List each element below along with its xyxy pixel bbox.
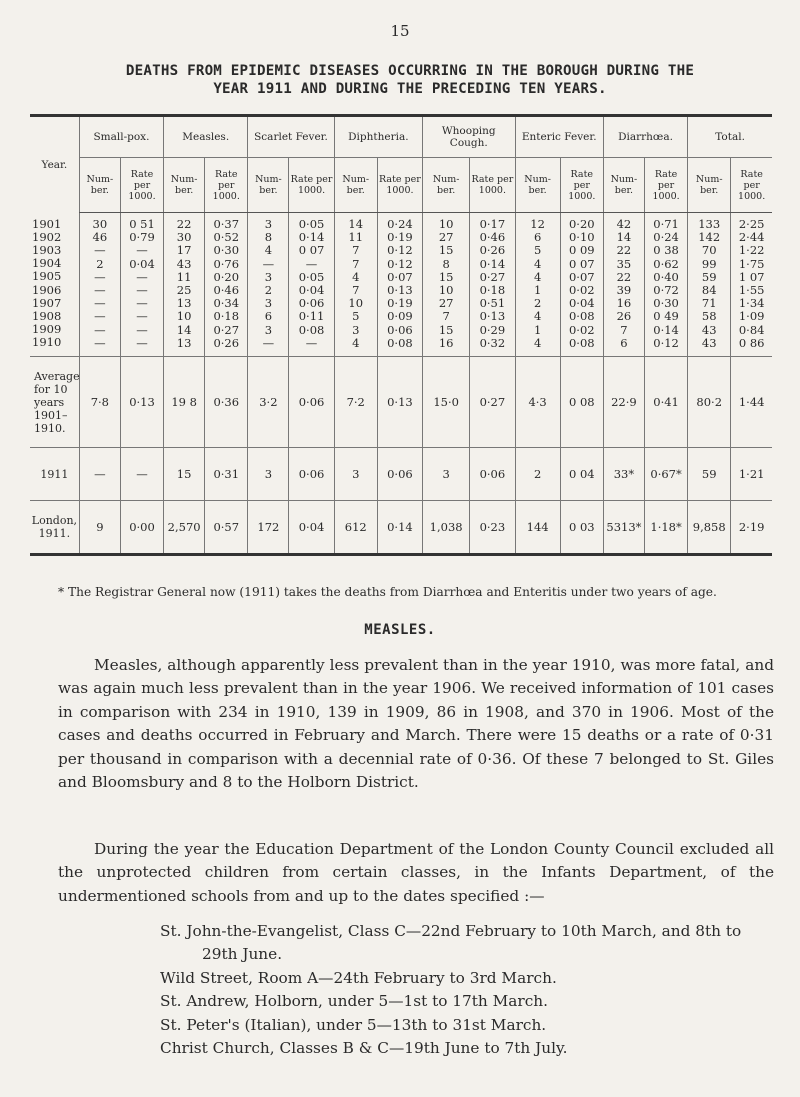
num-header: Num- ber. (603, 158, 644, 213)
data-column-cell (334, 213, 377, 357)
table-cell: — (94, 243, 106, 258)
table-cell: — (94, 269, 106, 284)
row-label: Average for 10 years 1901– 1910. (30, 357, 79, 448)
table-cell: — (120, 448, 163, 501)
table-cell: 6 (533, 230, 542, 245)
table-cell: 0·12 (387, 243, 413, 258)
table-cell: 22·9 (603, 357, 644, 448)
school-item: St. Peter's (Italian), under 5—13th to 31st March. (160, 1015, 547, 1034)
table-cell: 26 (616, 309, 632, 324)
table-cell: 0·84 (738, 322, 765, 337)
table-cell: 70 (701, 243, 717, 258)
table-cell: 0·23 (470, 501, 515, 555)
table-cell: 1·21 (731, 448, 772, 501)
table-cell: 10 (348, 296, 364, 311)
table-cell: — (305, 335, 318, 350)
table-row (30, 213, 772, 357)
table-cell: 0·76 (213, 256, 240, 271)
year-label: 1904 (32, 256, 62, 271)
school-item: St. Andrew, Holborn, under 5—1st to 17th March. (160, 992, 549, 1011)
table-cell: 16 (438, 335, 454, 350)
table-cell: 2·19 (731, 501, 772, 555)
table-cell: 0·10 (568, 230, 595, 245)
table-cell: 2·44 (738, 230, 765, 245)
table-cell: 10 (438, 217, 454, 231)
table-cell: 0·52 (213, 230, 240, 245)
page-title (50, 62, 770, 98)
data-column-cell (377, 213, 422, 357)
table-cell: 9,858 (688, 501, 731, 555)
rate-header: Rate per 1000. (120, 158, 163, 213)
data-column-cell (423, 213, 470, 357)
table-cell: 1 (533, 322, 542, 337)
table-cell: 15 (438, 269, 454, 284)
table-cell: 17 (176, 243, 192, 258)
table-cell: 0 07 (298, 243, 325, 258)
data-column-cell (289, 213, 334, 357)
year-label: 1902 (32, 229, 62, 244)
table-cell: 22 (616, 269, 632, 284)
table-cell: 4 (533, 309, 542, 324)
table-cell: 1·22 (738, 243, 765, 258)
table-cell: — (94, 309, 106, 324)
table-body (30, 213, 772, 555)
data-column-cell (603, 213, 644, 357)
table-cell: 0 04 (560, 448, 603, 501)
school-item: Christ Church, Classes B & C—19th June to 7th July. (160, 1039, 568, 1058)
table-cell: 0·07 (387, 269, 413, 284)
table-cell: 0·46 (479, 230, 506, 245)
table-cell: 0·05 (298, 217, 325, 231)
table-cell: — (305, 256, 318, 271)
rate-header: Rate per 1000. (377, 158, 422, 213)
table-cell: 2 (515, 448, 560, 501)
table-cell: 3 (423, 448, 470, 501)
section-heading-measles: MEASLES. (364, 622, 436, 638)
table-cell: 0·79 (129, 230, 155, 245)
table-cell: 0·06 (377, 448, 422, 501)
table-cell: 0·30 (213, 243, 240, 258)
deaths-table-container (30, 114, 772, 556)
disease-header: Scarlet Fever. (248, 116, 334, 158)
table-cell: 0·29 (479, 322, 506, 337)
table-cell: 0·07 (568, 269, 595, 284)
table-cell: 22 (616, 243, 632, 258)
table-cell: 58 (701, 309, 717, 324)
school-item: Wild Street, Room A—24th February to 3rd March. (160, 968, 557, 987)
table-cell: 0 51 (129, 217, 155, 231)
table-cell: — (262, 256, 275, 271)
table-cell: 0·41 (644, 357, 687, 448)
table-cell: — (136, 322, 148, 337)
num-header: Num- ber. (164, 158, 205, 213)
table-cell: 3 (264, 296, 273, 311)
table-cell: 15·0 (423, 357, 470, 448)
table-cell: 0·13 (377, 357, 422, 448)
table-header-row (30, 116, 772, 158)
num-header: Num- ber. (515, 158, 560, 213)
disease-header: Diphtheria. (334, 116, 422, 158)
rate-header: Rate per 1000. (731, 158, 772, 213)
num-header: Num- ber. (248, 158, 289, 213)
disease-header: Enteric Fever. (515, 116, 603, 158)
table-cell: 0·04 (289, 501, 334, 555)
table-cell: 0·14 (298, 230, 325, 245)
table-cell: 0·06 (289, 357, 334, 448)
table-cell: 0·06 (470, 448, 515, 501)
rate-header: Rate per 1000. (560, 158, 603, 213)
year-label: 1907 (32, 295, 62, 310)
school-item: St. John-the-Evangelist, Class C—22nd February to 10th March, and 8th to 29th June. (160, 922, 742, 964)
table-cell: — (94, 322, 106, 337)
year-label: 1909 (32, 322, 62, 337)
table-cell: — (79, 448, 120, 501)
data-column-cell (731, 213, 772, 357)
table-cell: 0·04 (129, 256, 155, 271)
year-header: Year. (30, 116, 79, 213)
table-cell: 612 (334, 501, 377, 555)
table-cell: 0·72 (653, 283, 679, 298)
table-cell: 0·27 (213, 322, 240, 337)
table-cell: 0·27 (470, 357, 515, 448)
table-cell: 0·08 (568, 335, 595, 350)
table-cell: 0·11 (298, 309, 325, 324)
data-column-cell (120, 213, 163, 357)
table-cell: 10 (438, 283, 454, 298)
table-cell: 43 (176, 256, 192, 271)
table-cell: 4 (264, 243, 273, 258)
table-cell: 0·12 (653, 335, 679, 350)
table-cell: 0·17 (479, 217, 506, 231)
table-cell: 7 (352, 283, 360, 298)
table-cell: 6 (620, 335, 628, 350)
deaths-table (30, 114, 772, 556)
table-cell: 30 (92, 217, 108, 231)
table-row-1911 (30, 448, 772, 501)
table-cell: 0·27 (479, 269, 506, 284)
title-line-1: DEATHS FROM EPIDEMIC DISEASES OCCURRING IN THE BOROUGH DURING THE (125, 63, 695, 79)
table-cell: 0 09 (568, 243, 595, 258)
table-cell: 13 (176, 296, 192, 311)
schools-list (0, 920, 800, 1060)
disease-header: Whooping Cough. (423, 116, 515, 158)
table-cell: 15 (438, 322, 454, 337)
table-cell: 0·08 (568, 309, 595, 324)
table-cell: — (136, 309, 148, 324)
data-column-cell (205, 213, 248, 357)
rate-header: Rate per 1000. (644, 158, 687, 213)
table-cell: — (136, 335, 148, 350)
num-header: Num- ber. (688, 158, 731, 213)
table-cell: 59 (688, 448, 731, 501)
table-cell: — (136, 296, 148, 311)
table-cell: 2,570 (164, 501, 205, 555)
measles-paragraph-1: Measles, although apparently less prevalent than in the year 1910, was more fatal, and was again much less prevalent than in the year 1906. We received information of 101 cases in comparison with 234 in 1910, 139 in 1909, 86 in 1908, and 370 in 1906. Most of the cases and deaths occurred in February and March. There were 15 deaths or a rate of 0·31 per thousand in comparison with a decennial rate of 0·36. Of these 7 belonged to St. Giles and Bloomsbury and 8 to the Holborn District. (58, 656, 774, 792)
num-header: Num- ber. (423, 158, 470, 213)
table-cell: 8 (264, 230, 273, 245)
table-cell: 3 (334, 448, 377, 501)
table-cell: 33* (603, 448, 644, 501)
table-cell: 4 (352, 269, 360, 284)
table-cell: 0 07 (568, 256, 595, 271)
table-cell: 2 (96, 256, 104, 271)
table-cell: 0·18 (213, 309, 240, 324)
table-cell: 0·30 (653, 296, 679, 311)
table-cell: 0·13 (120, 357, 163, 448)
table-cell: 46 (92, 230, 108, 245)
table-cell: 0·14 (479, 256, 506, 271)
disease-header: Measles. (164, 116, 248, 158)
year-label: 1910 (32, 335, 62, 350)
data-column-cell (688, 213, 731, 357)
table-cell: 1·18* (644, 501, 687, 555)
table-cell: 0·34 (213, 296, 240, 311)
table-cell: 0·46 (213, 283, 240, 298)
table-cell: 25 (176, 283, 192, 298)
table-cell: 7 (620, 322, 628, 337)
table-cell: 0·09 (387, 309, 413, 324)
table-cell: 0·20 (568, 217, 595, 231)
table-cell: 2 (264, 283, 273, 298)
page-number: 15 (390, 22, 410, 40)
table-cell: 3·2 (248, 357, 289, 448)
table-cell: 0·36 (205, 357, 248, 448)
table-cell: 0·26 (479, 243, 506, 258)
table-cell: 0·24 (387, 217, 413, 231)
table-cell: 144 (515, 501, 560, 555)
table-cell: 0·31 (205, 448, 248, 501)
table-cell: 5313* (603, 501, 644, 555)
data-column-cell (644, 213, 687, 357)
year-label: 1901 (32, 216, 62, 231)
table-cell: 30 (176, 230, 192, 245)
table-cell: 0·13 (479, 309, 506, 324)
table-cell: 0·62 (653, 256, 679, 271)
table-cell: 4 (533, 256, 542, 271)
table-cell: 80·2 (688, 357, 731, 448)
table-cell: 0·06 (298, 296, 325, 311)
data-column-cell (515, 213, 560, 357)
table-cell: 43 (701, 322, 717, 337)
table-cell: 7·2 (334, 357, 377, 448)
table-cell: — (136, 283, 148, 298)
table-cell: 84 (701, 283, 717, 298)
table-cell: 133 (698, 217, 721, 231)
table-cell: 59 (701, 269, 717, 284)
table-cell: 6 (264, 309, 273, 324)
disease-header: Small-pox. (79, 116, 163, 158)
table-cell: 11 (348, 230, 364, 245)
table-cell: 0·26 (213, 335, 240, 350)
table-cell: 71 (701, 296, 717, 311)
table-cell: 7 (442, 309, 450, 324)
data-column-cell (560, 213, 603, 357)
table-cell: 0·05 (298, 269, 325, 284)
table-cell: 0·02 (568, 283, 595, 298)
table-cell: 1·09 (738, 309, 765, 324)
years-cell (30, 213, 79, 357)
table-cell: 11 (176, 269, 192, 284)
row-label: London, 1911. (30, 501, 79, 555)
table-cell: 0·04 (568, 296, 595, 311)
table-cell: 4·3 (515, 357, 560, 448)
table-cell: 0·06 (387, 322, 413, 337)
data-column-cell (164, 213, 205, 357)
table-cell: 4 (352, 335, 360, 350)
table-cell: 0·32 (479, 335, 506, 350)
table-cell: 0·37 (213, 217, 240, 231)
table-cell: 14 (348, 217, 364, 231)
table-cell: 27 (438, 230, 454, 245)
table-cell: 1·55 (738, 283, 765, 298)
table-cell: 0·57 (205, 501, 248, 555)
table-row-average (30, 357, 772, 448)
table-cell: 9 (79, 501, 120, 555)
table-cell: 0·40 (653, 269, 679, 284)
footnote: * The Registrar General now (1911) takes the deaths from Diarrhœa and Enteritis under two years of age. (58, 585, 717, 599)
table-cell: 7 (352, 243, 360, 258)
table-cell: 1 07 (738, 269, 765, 284)
table-cell: 8 (442, 256, 450, 271)
table-cell: 0·14 (377, 501, 422, 555)
measles-paragraph-2: During the year the Education Department of the London County Council excluded all the unprotected children from certain classes, in the Infants Department, of the undermentioned schools from and up to the dates specified :— (58, 840, 774, 905)
table-cell: 0 03 (560, 501, 603, 555)
rate-header: Rate per 1000. (470, 158, 515, 213)
table-cell: 142 (698, 230, 721, 245)
table-cell: 0·08 (298, 322, 325, 337)
year-label: 1906 (32, 282, 62, 297)
table-cell: 27 (438, 296, 454, 311)
disease-header: Total. (688, 116, 772, 158)
rate-header: Rate per 1000. (205, 158, 248, 213)
table-cell: 0·71 (653, 217, 679, 231)
table-cell: 13 (176, 335, 192, 350)
table-cell: 43 (701, 335, 717, 350)
table-cell: 7·8 (79, 357, 120, 448)
year-label: 1905 (32, 269, 62, 284)
table-cell: — (262, 335, 275, 350)
table-cell: 14 (176, 322, 192, 337)
table-subheader-row (30, 158, 772, 213)
num-header: Num- ber. (334, 158, 377, 213)
table-cell: 4 (533, 269, 542, 284)
data-column-cell (248, 213, 289, 357)
table-cell: 7 (352, 256, 360, 271)
table-cell: 3 (264, 217, 273, 231)
table-cell: 0·19 (387, 230, 413, 245)
table-cell: 42 (616, 217, 632, 231)
table-cell: 3 (264, 269, 273, 284)
table-cell: 16 (616, 296, 632, 311)
table-cell: 0 86 (738, 335, 765, 350)
table-cell: 12 (530, 217, 545, 231)
table-cell: 0·19 (387, 296, 413, 311)
table-cell: 5 (533, 243, 542, 258)
table-cell: 39 (616, 283, 632, 298)
table-row-london (30, 501, 772, 555)
disease-header: Diarrhœa. (603, 116, 687, 158)
year-label: 1903 (32, 242, 62, 257)
num-header: Num- ber. (79, 158, 120, 213)
table-cell: 10 (176, 309, 192, 324)
table-cell: 3 (264, 322, 273, 337)
table-cell: 0·00 (120, 501, 163, 555)
year-label: 1908 (32, 308, 62, 323)
table-cell: 1 (533, 283, 542, 298)
table-cell: — (94, 283, 106, 298)
table-cell: 0·04 (298, 283, 325, 298)
table-cell: 19 8 (164, 357, 205, 448)
table-cell: 1·34 (738, 296, 765, 311)
table-cell: — (94, 335, 106, 350)
table-cell: 0·24 (653, 230, 679, 245)
table-cell: 1·75 (738, 256, 765, 271)
table-cell: — (136, 269, 148, 284)
data-column-cell (79, 213, 120, 357)
table-cell: 2 (533, 296, 542, 311)
table-cell: 35 (616, 256, 632, 271)
table-cell: 4 (533, 335, 542, 350)
table-cell: 15 (164, 448, 205, 501)
table-cell: 1·44 (731, 357, 772, 448)
table-cell: 0 49 (653, 309, 679, 324)
table-cell: 0·02 (568, 322, 595, 337)
table-cell: 3 (352, 322, 360, 337)
table-cell: — (136, 243, 148, 258)
table-cell: 14 (616, 230, 632, 245)
table-cell: 15 (438, 243, 454, 258)
table-cell: 0·06 (289, 448, 334, 501)
table-cell: 0·18 (479, 283, 506, 298)
rate-header: Rate per 1000. (289, 158, 334, 213)
table-cell: — (94, 296, 106, 311)
table-cell: 2·25 (738, 217, 765, 231)
table-cell: 172 (248, 501, 289, 555)
table-cell: 0·13 (387, 283, 413, 298)
table-cell: 0·51 (479, 296, 506, 311)
table-cell: 99 (701, 256, 717, 271)
table-cell: 0·14 (653, 322, 679, 337)
table-cell: 5 (352, 309, 360, 324)
table-cell: 0·67* (644, 448, 687, 501)
table-cell: 0 38 (653, 243, 679, 258)
table-cell: 0·12 (387, 256, 413, 271)
table-cell: 0 08 (560, 357, 603, 448)
row-label: 1911 (30, 448, 79, 501)
table-cell: 0·08 (387, 335, 413, 350)
table-cell: 22 (176, 217, 192, 231)
title-line-2: YEAR 1911 AND DURING THE PRECEDING TEN YEARS. (213, 81, 607, 97)
data-column-cell (470, 213, 515, 357)
table-cell: 0·20 (213, 269, 240, 284)
table-cell: 1,038 (423, 501, 470, 555)
table-cell: 3 (248, 448, 289, 501)
